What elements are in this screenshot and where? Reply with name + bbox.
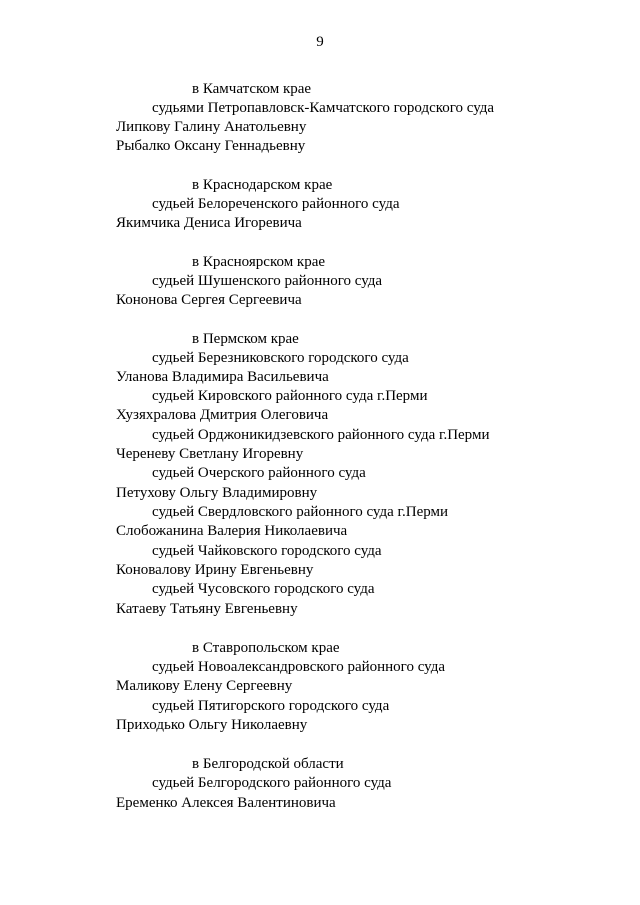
court-line: судьей Белореченского районного суда <box>152 196 400 212</box>
region-heading: в Красноярском крае <box>192 254 326 270</box>
region-heading: в Пермском крае <box>192 331 299 347</box>
court-line: судьей Новоалександровского районного суда <box>152 659 446 675</box>
region-heading: в Белгородской области <box>192 756 344 772</box>
person-name: Приходько Ольгу Николаевну <box>116 717 308 733</box>
page-number: 9 <box>316 34 324 50</box>
person-name: Слобожанина Валерия Николаевича <box>116 523 348 539</box>
region-heading: в Ставропольском крае <box>192 640 340 656</box>
person-name: Липкову Галину Анатольевну <box>116 119 307 135</box>
court-line: судьей Пятигорского городского суда <box>152 698 390 714</box>
person-name: Петухову Ольгу Владимировну <box>116 485 318 501</box>
person-name: Якимчика Дениса Игоревича <box>116 215 302 231</box>
court-line: судьей Кировского районного суда г.Перми <box>152 388 428 404</box>
person-name: Катаеву Татьяну Евгеньевну <box>116 601 298 617</box>
region-heading: в Краснодарском крае <box>192 177 333 193</box>
court-line: судьей Чусовского городского суда <box>152 581 375 597</box>
person-name: Маликову Елену Сергеевну <box>116 678 293 694</box>
court-line: судьей Чайковского городского суда <box>152 543 382 559</box>
person-name: Череневу Светлану Игоревну <box>116 446 304 462</box>
court-line: судьями Петропавловск-Камчатского городского суда <box>152 100 495 116</box>
region-heading: в Камчатском крае <box>192 81 312 97</box>
person-name: Уланова Владимира Васильевича <box>116 369 329 385</box>
court-line: судьей Очерского районного суда <box>152 465 366 481</box>
court-line: судьей Свердловского районного суда г.Перми <box>152 504 449 520</box>
court-line: судьей Березниковского городского суда <box>152 350 409 366</box>
court-line: судьей Орджоникидзевского районного суда г.Перми <box>152 427 490 443</box>
court-line: судьей Шушенского районного суда <box>152 273 383 289</box>
person-name: Хузяхралова Дмитрия Олеговича <box>116 407 329 423</box>
person-name: Еременко Алексея Валентиновича <box>116 795 336 811</box>
person-name: Коновалову Ирину Евгеньевну <box>116 562 314 578</box>
person-name: Кононова Сергея Сергеевича <box>116 292 302 308</box>
court-line: судьей Белгородского районного суда <box>152 775 392 791</box>
person-name: Рыбалко Оксану Геннадьевну <box>116 138 306 154</box>
